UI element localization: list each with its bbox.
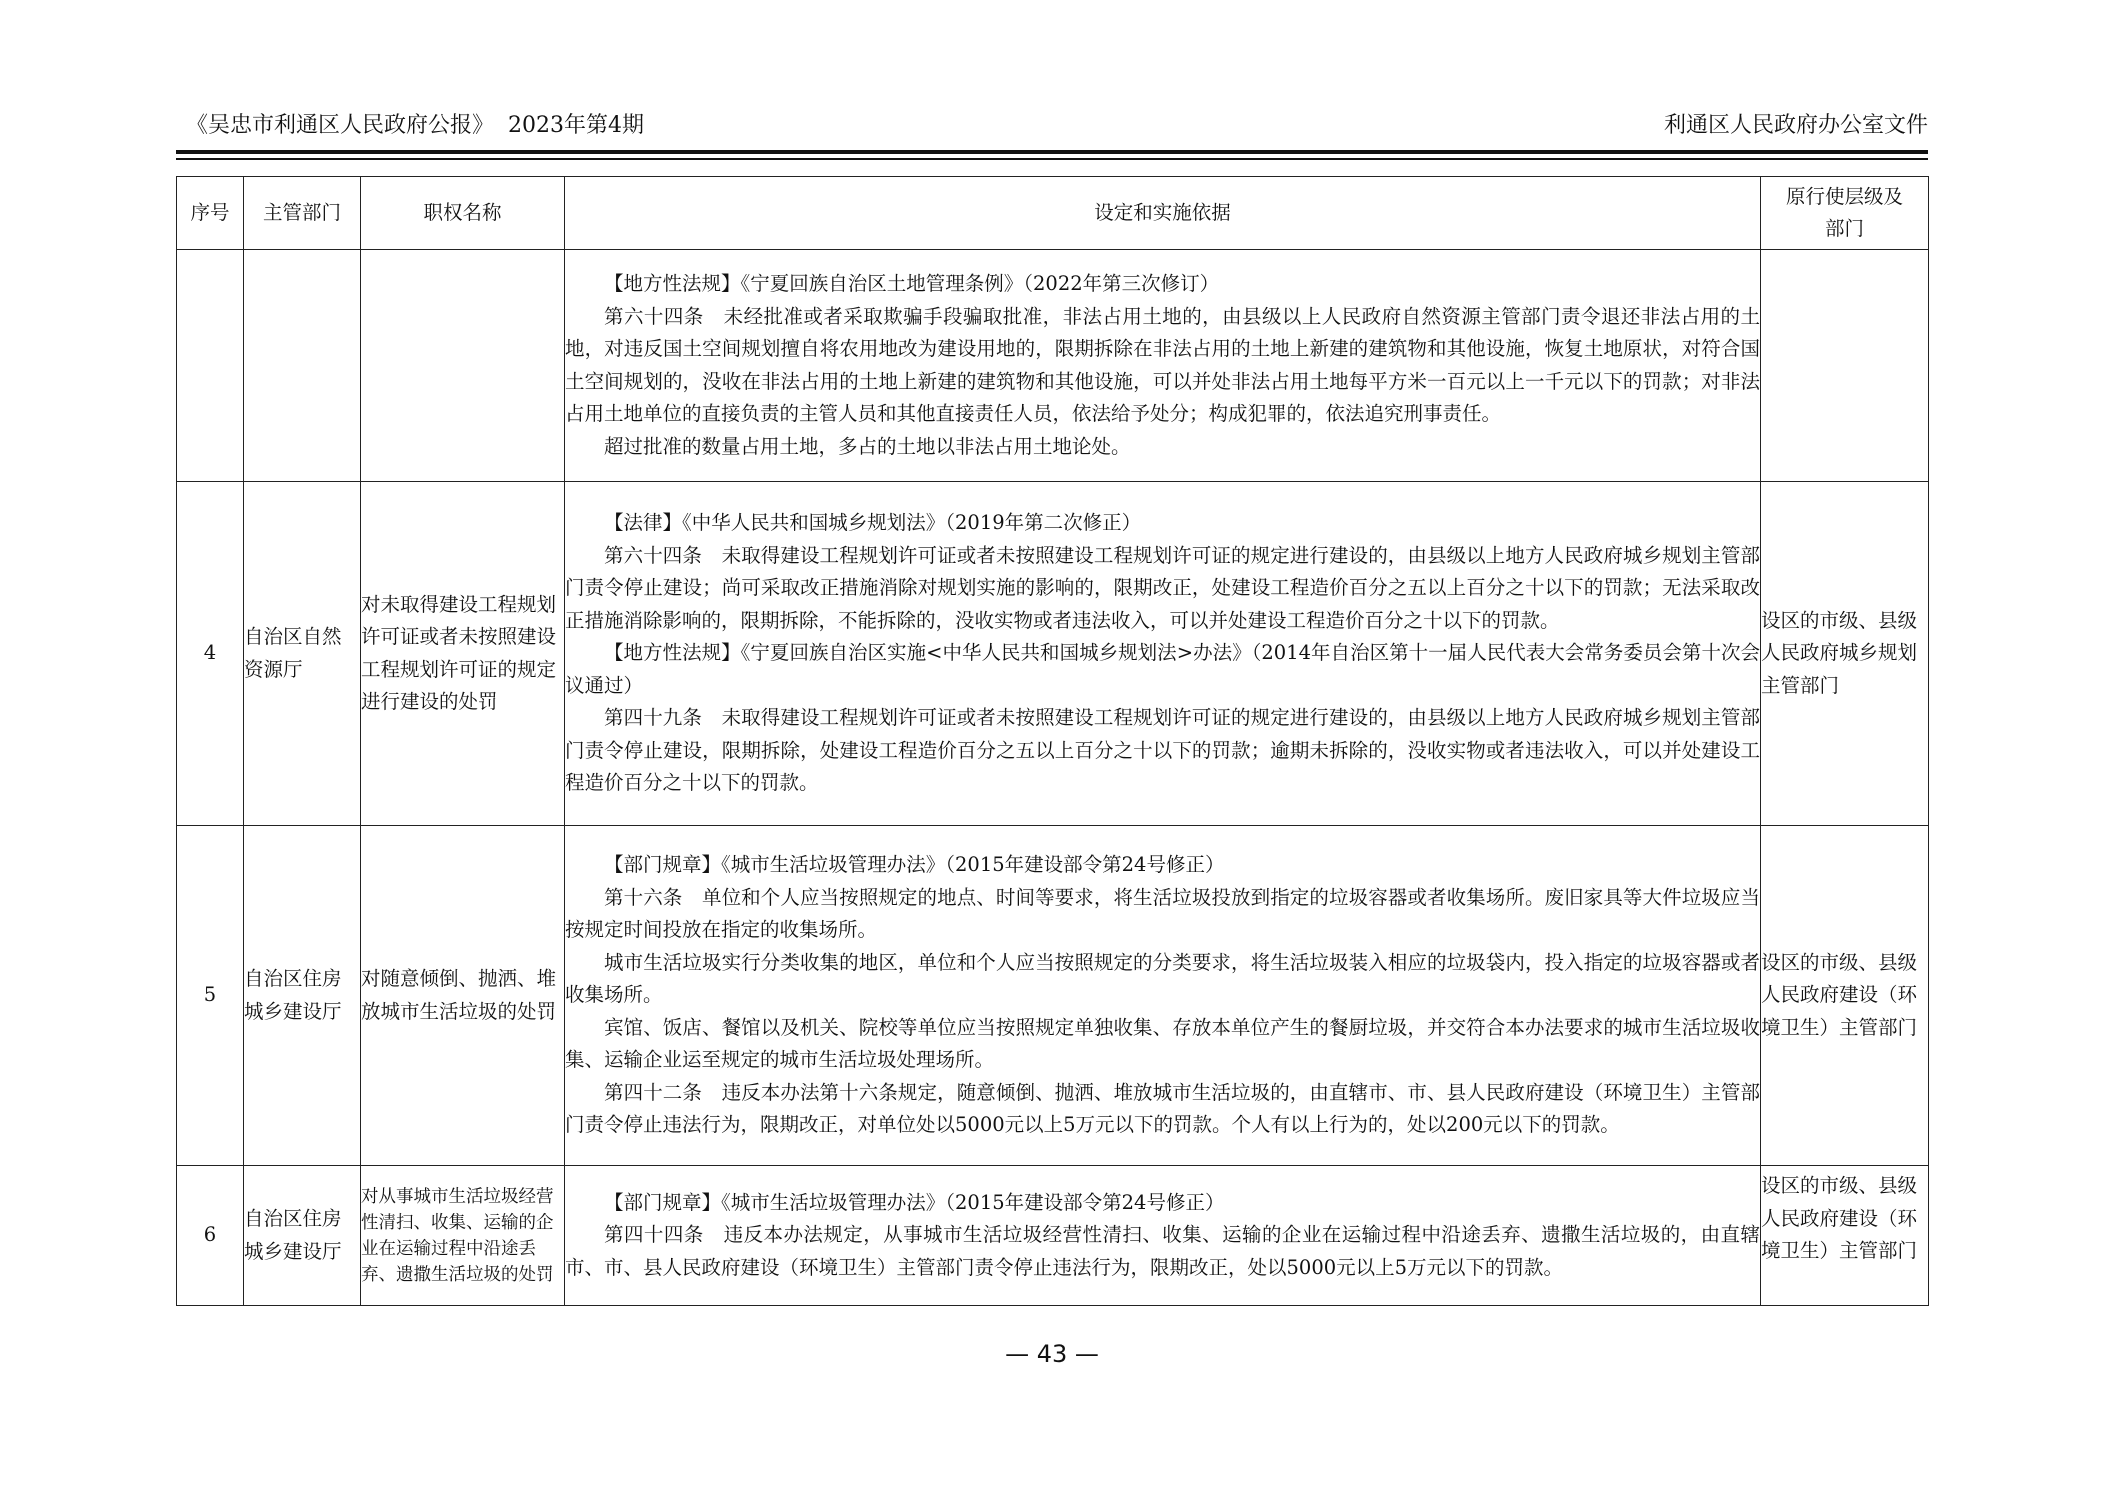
page-number: — 43 — bbox=[1005, 1340, 1099, 1368]
basis-paragraph: 第十六条 单位和个人应当按照规定的地点、时间等要求，将生活垃圾投放到指定的垃圾容器或者收集场所。废旧家具等大件垃圾应当按规定时间投放在指定的收集场所。 bbox=[565, 885, 1760, 942]
page-header bbox=[176, 108, 1928, 144]
row-number: 5 bbox=[177, 826, 244, 1166]
basis-paragraph: 第四十四条 违反本办法规定，从事城市生活垃圾经营性清扫、收集、运输的企业在运输过程中沿途丢弃、遗撒生活垃圾的，由直辖市、市、县人民政府建设（环境卫生）主管部门责令停止违法行为，限期改正，处以5000元以上5万元以下的罚款。 bbox=[565, 1223, 1760, 1279]
column-header-level bbox=[1761, 177, 1929, 250]
basis-paragraph: 【地方性法规】《宁夏回族自治区土地管理条例》（2022年第三次修订） bbox=[604, 272, 1220, 295]
basis-paragraph: 第六十四条 未取得建设工程规划许可证或者未按照建设工程规划许可证的规定进行建设的，由县级以上地方人民政府城乡规划主管部门责令停止建设；尚可采取改正措施消除对规划实施的影响的，限期改正，处建设工程造价百分之五以上百分之十以下的罚款；无法采取改正措施消除影响的，限期拆除，不能拆除的，没收实物或者违法收入，可以并处建设工程造价百分之十以下的罚款。 bbox=[565, 543, 1760, 632]
row-authority-name: 对随意倾倒、抛洒、堆放城市生活垃圾的处罚 bbox=[361, 826, 565, 1166]
row-basis bbox=[565, 482, 1761, 826]
basis-paragraph: 第六十四条 未经批准或者采取欺骗手段骗取批准，非法占用土地的，由县级以上人民政府自然资源主管部门责令退还非法占用的土地，对违反国土空间规划擅自将农用地改为建设用地的，限期拆除在非法占用的土地上新建的建筑物和其他设施，恢复土地原状，对符合国土空间规划的，没收在非法占用的土地上新建的建筑物和其他设施，可以并处非法占用土地每平方米一百元以上一千元以下的罚款；对非法占用土地单位的直接负责的主管人员和其他直接责任人员，依法给予处分；构成犯罪的，依法追究刑事责任。 bbox=[565, 304, 1760, 425]
basis-paragraph: 【法律】《中华人民共和国城乡规划法》（2019年第二次修正） bbox=[604, 511, 1142, 535]
table-row bbox=[177, 826, 1929, 1166]
row-dept: 自治区住房城乡建设厅 bbox=[244, 826, 361, 1166]
row-number: 4 bbox=[177, 482, 244, 826]
office-label: 利通区人民政府办公室文件 bbox=[1663, 113, 1928, 138]
row-authority-name bbox=[361, 250, 565, 482]
column-header-name: 职权名称 bbox=[361, 177, 565, 250]
row-basis bbox=[565, 250, 1761, 482]
column-header-basis: 设定和实施依据 bbox=[565, 177, 1761, 250]
header-rule-thick bbox=[176, 150, 1928, 154]
table-header-row bbox=[177, 177, 1929, 250]
basis-paragraph: 【地方性法规】《宁夏回族自治区实施<中华人民共和国城乡规划法>办法》（2014年自治区第十一届人民代表大会常务委员会第十次会议通过） bbox=[565, 641, 1760, 697]
row-basis bbox=[565, 1166, 1761, 1306]
basis-paragraph: 【部门规章】《城市生活垃圾管理办法》（2015年建设部令第24号修正） bbox=[604, 1190, 1225, 1214]
basis-paragraph: 第四十二条 违反本办法第十六条规定，随意倾倒、抛洒、堆放城市生活垃圾的，由直辖市、市、县人民政府建设（环境卫生）主管部门责令停止违法行为，限期改正，对单位处以5000元以上5万元以下的罚款。个人有以上行为的，处以200元以下的罚款。 bbox=[565, 1080, 1760, 1137]
column-header-no: 序号 bbox=[177, 177, 244, 250]
row-level: 设区的市级、县级人民政府城乡规划主管部门 bbox=[1761, 482, 1929, 826]
header-rule-thin bbox=[176, 158, 1928, 160]
row-dept bbox=[244, 250, 361, 482]
basis-paragraph: 城市生活垃圾实行分类收集的地区，单位和个人应当按照规定的分类要求，将生活垃圾装入相应的垃圾袋内，投入指定的垃圾容器或者收集场所。 bbox=[565, 950, 1760, 1007]
table-row bbox=[177, 1166, 1929, 1306]
row-level: 设区的市级、县级人民政府建设（环境卫生）主管部门 bbox=[1761, 826, 1929, 1166]
row-number: 6 bbox=[177, 1166, 244, 1306]
row-level: 设区的市级、县级人民政府建设（环境卫生）主管部门 bbox=[1761, 1166, 1929, 1306]
row-authority-name: 对未取得建设工程规划许可证或者未按照建设工程规划许可证的规定进行建设的处罚 bbox=[361, 482, 565, 826]
column-header-level-text: 原行使层级及部门 bbox=[1786, 185, 1904, 240]
authority-table bbox=[176, 176, 1929, 1306]
basis-paragraph: 超过批准的数量占用土地，多占的土地以非法占用土地论处。 bbox=[604, 434, 1131, 458]
row-level bbox=[1761, 250, 1929, 482]
basis-paragraph: 【部门规章】《城市生活垃圾管理办法》（2015年建设部令第24号修正） bbox=[604, 853, 1225, 877]
column-header-dept: 主管部门 bbox=[244, 177, 361, 250]
basis-paragraph: 第四十九条 未取得建设工程规划许可证或者未按照建设工程规划许可证的规定进行建设的，由县级以上地方人民政府城乡规划主管部门责令停止建设，限期拆除，处建设工程造价百分之五以上百分之十以下的罚款；逾期未拆除的，没收实物或者违法收入，可以并处建设工程造价百分之十以下的罚款。 bbox=[565, 706, 1760, 795]
basis-paragraph: 宾馆、饭店、餐馆以及机关、院校等单位应当按照规定单独收集、存放本单位产生的餐厨垃圾，并交符合本办法要求的城市生活垃圾收集、运输企业运至规定的城市生活垃圾处理场所。 bbox=[565, 1015, 1760, 1072]
bulletin-title: 《吴忠市利通区人民政府公报》 2023年第4期 bbox=[186, 113, 644, 138]
row-dept: 自治区住房城乡建设厅 bbox=[244, 1166, 361, 1306]
row-number bbox=[177, 250, 244, 482]
table-row bbox=[177, 250, 1929, 482]
row-basis bbox=[565, 826, 1761, 1166]
row-authority-name: 对从事城市生活垃圾经营性清扫、收集、运输的企业在运输过程中沿途丢弃、遗撒生活垃圾的处罚 bbox=[361, 1166, 565, 1306]
row-dept: 自治区自然资源厅 bbox=[244, 482, 361, 826]
table-row bbox=[177, 482, 1929, 826]
